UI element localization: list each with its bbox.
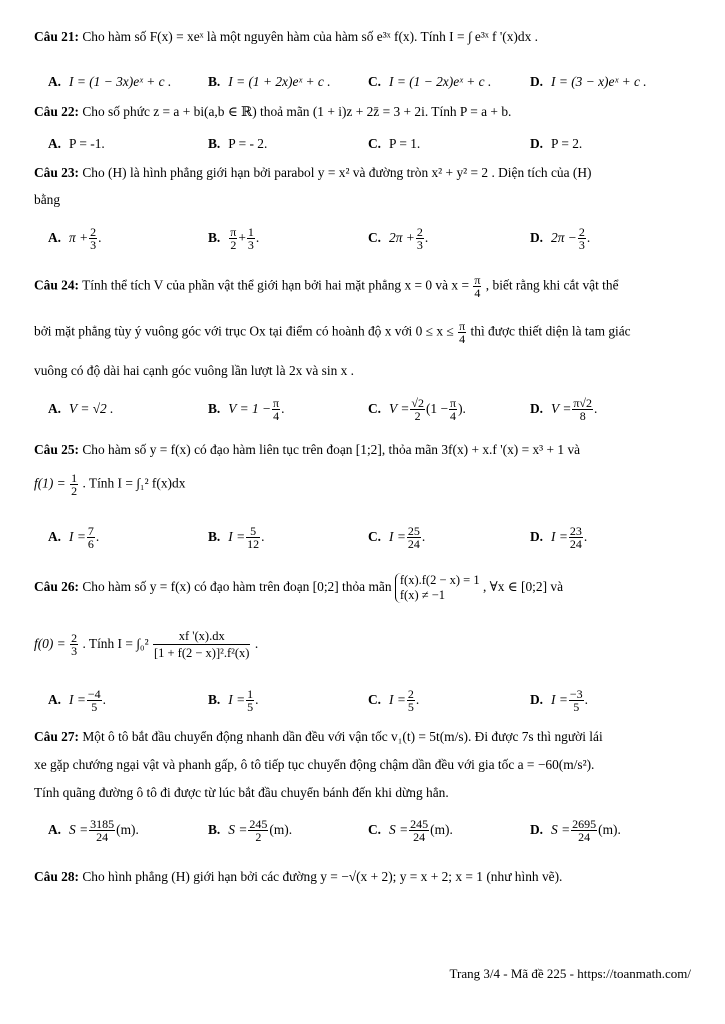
question-27: Câu 27: Một ô tô bắt đầu chuyển động nhanh dần đều với vận tốc v₁(t) = 5t(m/s). Đi được 7s thì người lái (34, 729, 603, 744)
question-label: Câu 25: (34, 442, 80, 457)
option-a[interactable]: A. I = $\frac{7}{6}$ . (48, 524, 100, 552)
option-d[interactable]: D. I = $\frac{-3}{5}$ . (530, 687, 589, 715)
option-d[interactable]: D. P = 2. (530, 136, 583, 151)
option-d[interactable]: D. I = (3 − x)eˣ + c . (530, 74, 647, 89)
option-c[interactable]: C. V = $\frac{√2}{2}$ (1 − $\frac{\pi}{4}$ ). (368, 396, 466, 424)
question-23 (34, 162, 694, 184)
question-stem: Cho hình phẳng (H) giới hạn bởi các đường y = −√(x + 2); y = x + 2; x = 1 (như hình vẽ). (82, 869, 563, 884)
question-24-line3: vuông có độ dài hai cạnh góc vuông lần lượt là 2x và sin x . (34, 363, 355, 378)
option-d[interactable]: D. 2π − $\frac{2}{3}$ . (530, 225, 591, 253)
options-26 (48, 682, 698, 718)
options-23 (48, 220, 698, 256)
question-26: Câu 26: Cho hàm số y = f(x) có đạo hàm trên đoạn [0;2] thỏa mãn f(x).f(2 − x) = 1 f(x) ≠ −1 , ∀x ∈ [0;2] và (34, 572, 564, 602)
question-24-line2: bởi mặt phẳng tùy ý vuông góc với trục Ox tại điểm có hoành độ x với 0 ≤ x ≤ $\frac{\pi}{4}$ thì được thiết diện là tam giác (34, 319, 631, 346)
question-label: Câu 28: (34, 869, 80, 884)
option-c[interactable]: C. I = $\frac{2}{5}$ . (368, 687, 420, 715)
option-c[interactable]: C. P = 1. (368, 136, 421, 151)
question-27-line3: Tính quãng đường ô tô đi được từ lúc bắt đầu chuyển bánh đến khi dừng hẳn. (34, 785, 449, 800)
question-label: Câu 26: (34, 579, 80, 594)
question-stem: Cho hàm số F(x) = xeˣ là một nguyên hàm của hàm số e³ˣ f(x). Tính I = ∫ e³ˣ f '(x)dx . (82, 29, 538, 44)
question-24: Câu 24: Tính thể tích V của phần vật thể giới hạn bởi hai mặt phẳng x = 0 và x = $\frac{\pi}{4}$ , biết rằng khi cắt vật thể (34, 273, 619, 300)
question-stem: Cho số phức z = a + bi(a,b ∈ ℝ) thoả mãn (1 + i)z + 2z̄ = 3 + 2i. Tính P = a + b. (82, 104, 512, 119)
question-26-line2: f(0) = $\frac{2}{3}$ . Tính I = ∫₀² $\frac{xf '(x).dx}{\text{[1 + f(2 − x)]².f²(x)}}$ . (34, 629, 259, 661)
option-b[interactable]: B. S = $\frac{245}{2}$ (m). (208, 817, 293, 845)
option-b[interactable]: B. V = 1 − $\frac{\pi}{4}$ . (208, 396, 285, 424)
option-c[interactable]: C. I = $\frac{25}{24}$ . (368, 524, 426, 552)
options-24 (48, 391, 698, 427)
option-c[interactable]: C. I = (1 − 2x)eˣ + c . (368, 74, 492, 89)
equation-system: f(x).f(2 − x) = 1 f(x) ≠ −1 (395, 573, 480, 603)
option-b[interactable]: B. $\frac{\pi}{2}$ + $\frac{1}{3}$ . (208, 225, 260, 253)
option-a[interactable]: A. V = √2 . (48, 401, 114, 416)
option-b[interactable]: B. I = $\frac{5}{12}$ . (208, 524, 265, 552)
option-c[interactable]: C. S = $\frac{245}{24}$ (m). (368, 817, 453, 845)
option-b[interactable]: B. I = $\frac{1}{5}$ . (208, 687, 259, 715)
question-label: Câu 27: (34, 729, 80, 744)
option-d[interactable]: D. V = $\frac{\pi√2}{8}$ . (530, 396, 598, 424)
question-25-line2: f(1) = $\frac{1}{2}$ . Tính I = ∫₁² f(x)dx (34, 471, 186, 498)
option-a[interactable]: A. I = (1 − 3x)eˣ + c . (48, 74, 172, 89)
page-footer: Trang 3/4 - Mã đề 225 - https://toanmath.com/ (449, 966, 691, 981)
question-27-line2: xe gặp chướng ngại vật và phanh gấp, ô tô tiếp tục chuyển động chậm dần đều với gia tốc a = −60(m/s²). (34, 757, 595, 772)
options-21 (48, 68, 698, 96)
question-label: Câu 24: (34, 277, 80, 293)
option-b[interactable]: B. P = - 2. (208, 136, 268, 151)
options-22 (48, 130, 698, 158)
option-a[interactable]: A. S = $\frac{3185}{24}$ (m). (48, 817, 139, 845)
question-stem: Cho (H) là hình phẳng giới hạn bởi parabol y = x² và đường tròn x² + y² = 2 . Diện tích của (H) (82, 165, 592, 180)
options-27 (48, 812, 698, 848)
question-label: Câu 21: (34, 29, 80, 44)
question-21 (34, 26, 694, 48)
question-28 (34, 866, 694, 888)
question-22 (34, 101, 694, 123)
question-label: Câu 23: (34, 165, 80, 180)
question-23-line2: bằng (34, 192, 61, 207)
option-a[interactable]: A. π + $\frac{2}{3}$ . (48, 225, 102, 253)
option-a[interactable]: A. I = $\frac{-4}{5}$ . (48, 687, 107, 715)
option-d[interactable]: D. I = $\frac{23}{24}$ . (530, 524, 588, 552)
option-c[interactable]: C. 2π + $\frac{2}{3}$ . (368, 225, 429, 253)
option-b[interactable]: B. I = (1 + 2x)eˣ + c . (208, 74, 331, 89)
option-d[interactable]: D. S = $\frac{2695}{24}$ (m). (530, 817, 621, 845)
option-a[interactable]: A. P = -1. (48, 136, 105, 151)
question-label: Câu 22: (34, 104, 80, 119)
question-25: Câu 25: Cho hàm số y = f(x) có đạo hàm liên tục trên đoạn [1;2], thỏa mãn 3f(x) + x.f '(x) = x³ + 1 và (34, 442, 581, 457)
options-25 (48, 519, 698, 555)
